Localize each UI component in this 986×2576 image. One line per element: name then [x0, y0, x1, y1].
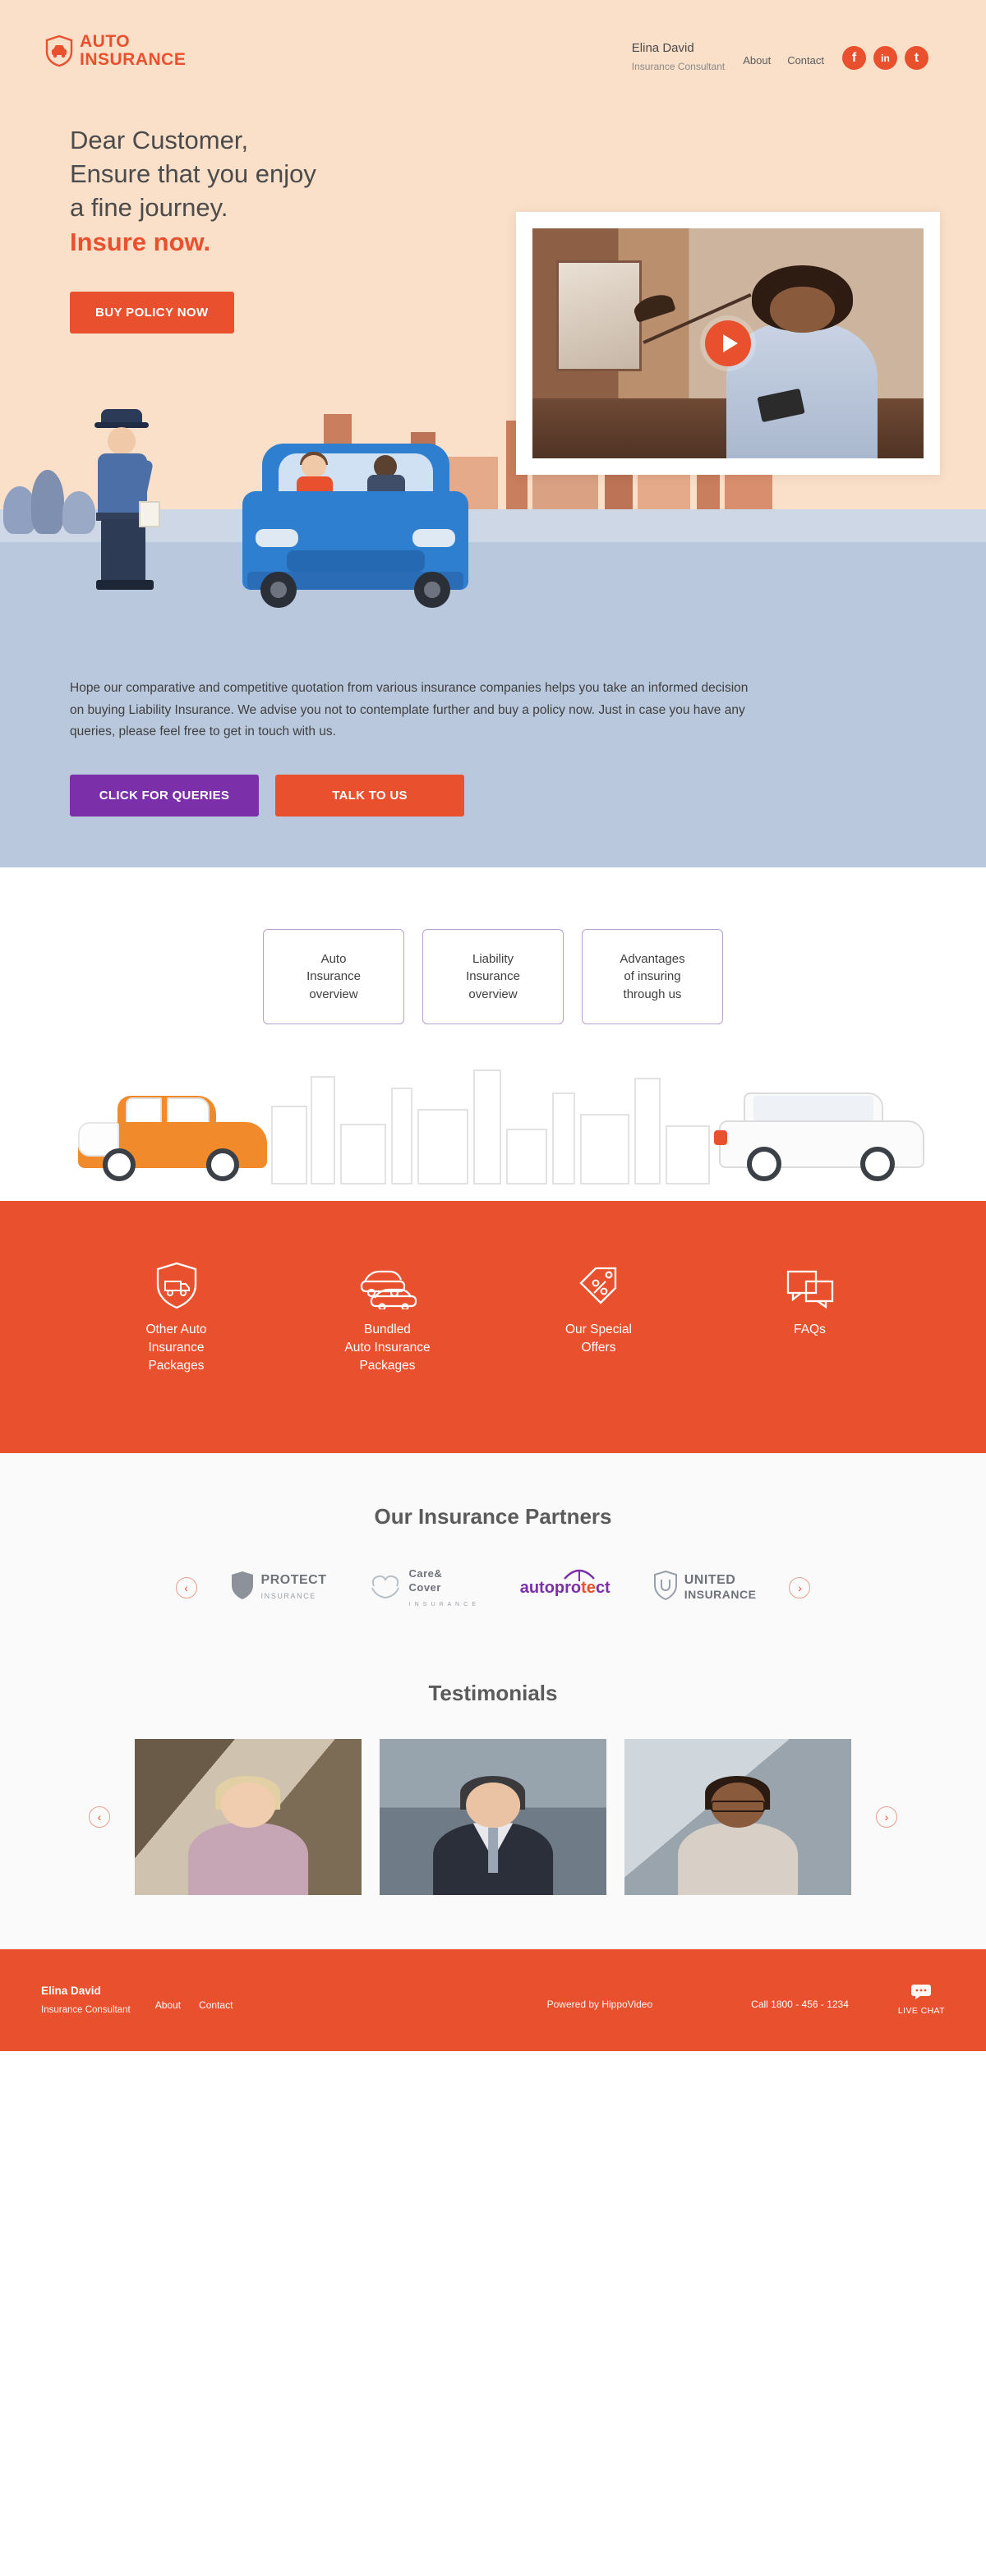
- partners-section: [0, 1453, 986, 1653]
- agent-name: Elina David: [631, 41, 694, 55]
- hero-heading-line-2: Ensure that you enjoy: [70, 159, 316, 189]
- site-header: [0, 0, 986, 123]
- hero-heading-line-1: Dear Customer,: [70, 126, 249, 154]
- overview-card-list: [0, 929, 986, 1024]
- features-section: [0, 1201, 986, 1453]
- shield-truck-icon: [100, 1258, 252, 1309]
- feature-2-line-1: Bundled: [364, 1322, 411, 1336]
- info-actions: [70, 775, 916, 816]
- partner-logo-autoprotect[interactable]: [520, 1566, 610, 1610]
- card-3-line-1: Advantages: [620, 952, 685, 967]
- header-right: [632, 33, 928, 75]
- card-advantages-of-insuring[interactable]: [582, 929, 723, 1024]
- nav-item-about[interactable]: About: [743, 54, 772, 67]
- nav-item-contact[interactable]: Contact: [787, 54, 824, 67]
- chat-bubble-icon: [898, 1984, 945, 2003]
- video-thumbnail: [532, 228, 924, 458]
- twitter-icon[interactable]: t: [905, 46, 928, 70]
- click-for-queries-button[interactable]: CLICK FOR QUERIES: [70, 775, 259, 816]
- site-footer: [0, 1949, 986, 2051]
- skyline-outline: [271, 1041, 731, 1184]
- feature-3-line-2: Offers: [581, 1340, 616, 1355]
- info-section: [0, 632, 986, 867]
- feature-3-line-1: Our Special: [565, 1322, 632, 1336]
- feature-faqs[interactable]: [734, 1258, 886, 1375]
- shield-u-icon: [653, 1571, 678, 1604]
- features-list: [0, 1258, 986, 1375]
- hero-heading-accent: Insure now.: [70, 227, 211, 256]
- logo-line-2: INSURANCE: [80, 50, 187, 70]
- live-chat-label: LIVE CHAT: [897, 2006, 945, 2017]
- partner-2-name: Care&: [408, 1566, 443, 1580]
- card-3-line-2: of insuring: [624, 969, 681, 984]
- talk-to-us-button[interactable]: TALK TO US: [275, 775, 464, 816]
- card-1-line-2: Insurance: [306, 969, 361, 984]
- testimonials-prev-arrow[interactable]: ‹: [89, 1806, 110, 1828]
- partner-1-sub: INSURANCE: [260, 1591, 316, 1600]
- card-auto-insurance-overview[interactable]: [263, 929, 404, 1024]
- overview-section: [0, 867, 986, 1024]
- linkedin-icon[interactable]: in: [873, 46, 897, 70]
- feature-1-line-3: Packages: [148, 1358, 205, 1373]
- testimonials-title: Testimonials: [428, 1680, 558, 1705]
- hero-section: [0, 0, 986, 632]
- partner-4-name: UNITED: [684, 1573, 736, 1588]
- roadside-trees: [0, 444, 99, 534]
- feature-1-line-2: Insurance: [148, 1340, 205, 1355]
- discount-tags-icon: [523, 1258, 675, 1309]
- hero-video-card[interactable]: [516, 212, 940, 475]
- footer-agent-name: Elina David: [41, 1984, 101, 1997]
- partner-logo-list: [230, 1566, 757, 1610]
- shield-car-icon: [45, 35, 73, 67]
- feature-2-line-2: Auto Insurance: [344, 1340, 431, 1355]
- feature-bundled-auto-insurance-packages[interactable]: [311, 1258, 463, 1375]
- partner-2-name2: Cover: [408, 1581, 441, 1594]
- hero-heading-line-3: a fine journey.: [70, 193, 228, 223]
- partners-carousel: [0, 1566, 986, 1610]
- card-2-line-2: Insurance: [466, 969, 520, 984]
- card-1-line-1: Auto: [320, 952, 347, 967]
- partner-3-name-b: te: [581, 1578, 596, 1597]
- footer-powered-by: Powered by HippoVideo: [546, 1998, 653, 2010]
- footer-agent-role: Insurance Consultant: [41, 2004, 131, 2015]
- partners-next-arrow[interactable]: ›: [789, 1577, 810, 1598]
- feature-other-auto-insurance-packages[interactable]: [100, 1258, 252, 1375]
- feature-our-special-offers[interactable]: [523, 1258, 675, 1375]
- facebook-icon[interactable]: f: [842, 46, 866, 70]
- feature-4-line-1: FAQs: [794, 1322, 826, 1336]
- partner-3-name-c: ct: [595, 1578, 610, 1597]
- blue-car-illustration: [242, 427, 468, 608]
- testimonial-card-3[interactable]: [624, 1739, 851, 1895]
- buy-policy-button[interactable]: BUY POLICY NOW: [70, 292, 234, 334]
- orange-car-illustration: [78, 1091, 267, 1181]
- card-1-line-3: overview: [309, 987, 358, 1001]
- footer-link-about[interactable]: About: [154, 1999, 182, 2011]
- hands-heart-icon: [369, 1571, 402, 1603]
- play-icon[interactable]: [705, 320, 751, 366]
- header-agent: [632, 39, 725, 75]
- testimonial-card-1[interactable]: [135, 1739, 362, 1895]
- partner-logo-protect-insurance[interactable]: [230, 1566, 327, 1610]
- testimonials-carousel: [0, 1739, 986, 1895]
- cars-illustration-strip: [0, 1024, 986, 1201]
- white-car-illustration: [719, 1089, 924, 1181]
- partners-prev-arrow[interactable]: ‹: [176, 1577, 197, 1598]
- footer-call-number: Call 1800 - 456 - 1234: [751, 1998, 849, 2010]
- feature-2-line-3: Packages: [359, 1358, 416, 1373]
- testimonials-section: [0, 1653, 986, 1949]
- card-2-line-3: overview: [468, 987, 518, 1001]
- shield-icon: [230, 1571, 255, 1604]
- social-links: [842, 39, 928, 70]
- police-officer-illustration: [86, 409, 160, 590]
- chat-bubbles-icon: [734, 1258, 886, 1309]
- card-2-line-1: Liability: [472, 952, 514, 967]
- footer-link-contact[interactable]: Contact: [199, 1999, 233, 2011]
- footer-agent: [41, 1982, 131, 2019]
- card-3-line-3: through us: [623, 987, 682, 1001]
- partner-4-sub: INSURANCE: [684, 1587, 757, 1601]
- umbrella-icon: [563, 1567, 596, 1586]
- testimonial-card-2[interactable]: [380, 1739, 606, 1895]
- testimonial-card-list: [135, 1739, 851, 1895]
- feature-1-line-1: Other Auto: [145, 1322, 207, 1336]
- partner-logo-care-and-cover[interactable]: [369, 1566, 477, 1610]
- card-liability-insurance-overview[interactable]: [422, 929, 564, 1024]
- live-chat-button[interactable]: [898, 1984, 945, 2016]
- header-nav: [743, 39, 824, 67]
- partner-1-name: PROTECT: [260, 1573, 327, 1588]
- two-cars-icon: [311, 1258, 463, 1309]
- partner-2-sub: I N S U R A N C E: [408, 1601, 477, 1608]
- agent-role: Insurance Consultant: [631, 60, 726, 72]
- site-logo[interactable]: [45, 33, 186, 69]
- testimonials-next-arrow[interactable]: ›: [876, 1806, 897, 1828]
- footer-nav: [155, 1990, 233, 2011]
- info-paragraph: Hope our comparative and competitive quotation from various insurance companies helps you take an informed decision on buying Liability Insurance. We advise you not to contemplate further and buy a policy now. Just in case you have any queries, please feel free to get in touch with us.: [70, 681, 749, 739]
- partner-3-name-a: autopro: [519, 1578, 582, 1597]
- partners-title: Our Insurance Partners: [374, 1503, 612, 1529]
- logo-line-1: AUTO: [80, 32, 131, 51]
- partner-logo-united-insurance[interactable]: [653, 1566, 757, 1610]
